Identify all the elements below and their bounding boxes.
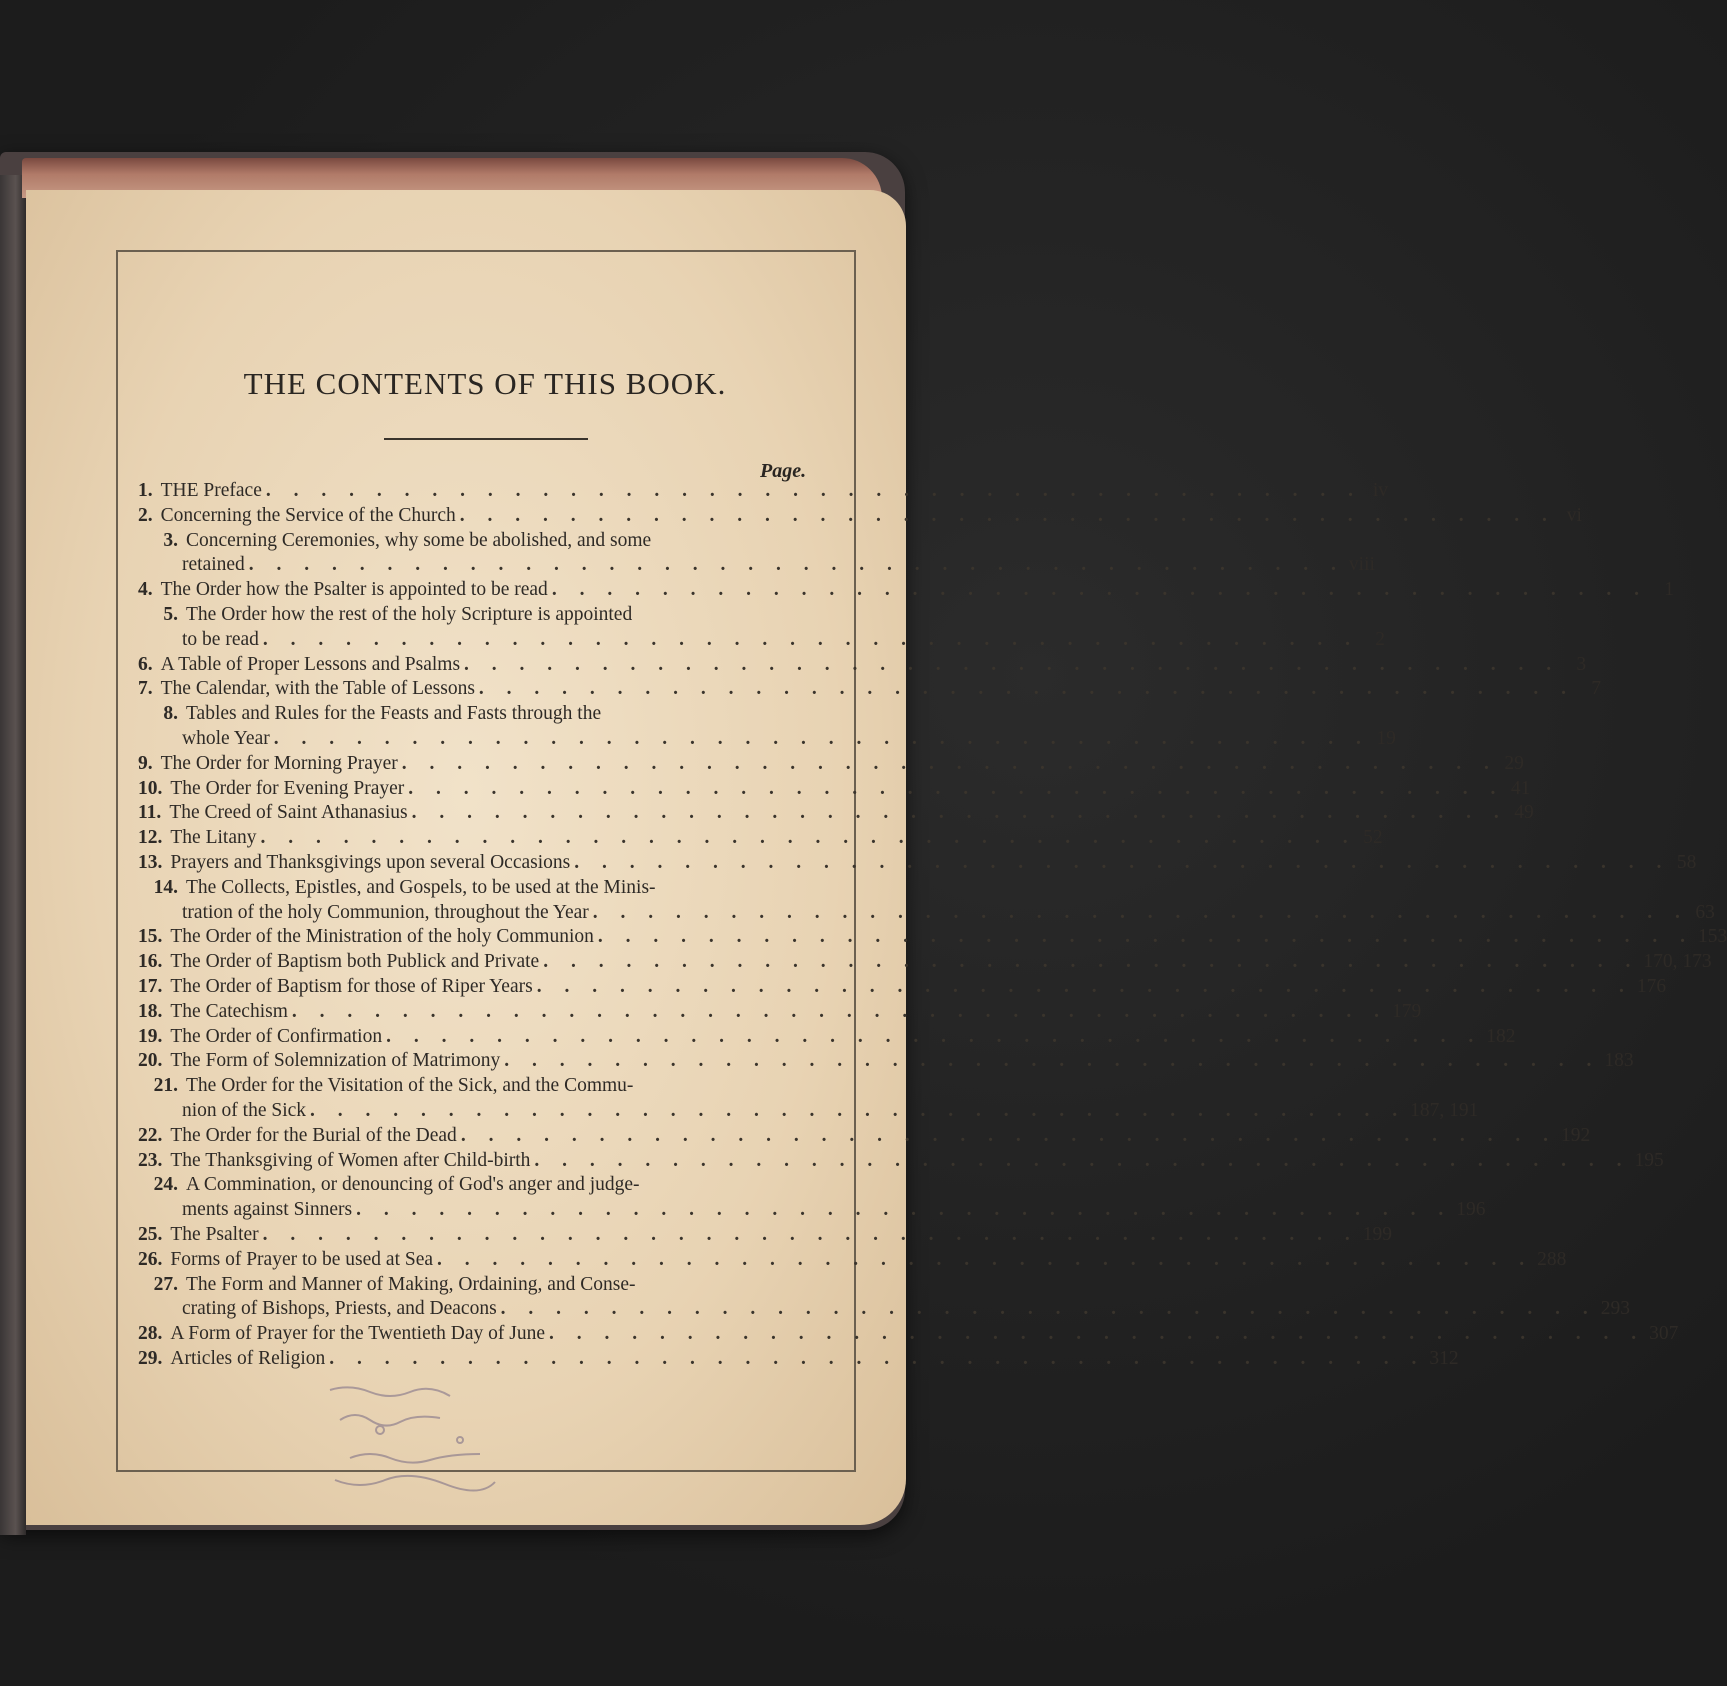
toc-entry-continuation: [138, 1298, 1631, 1324]
toc-entry: [138, 653, 1587, 680]
toc-entry-page: 176: [1636, 976, 1667, 997]
toc-entry-page: iv: [1372, 480, 1388, 501]
toc-entry-continuation: [138, 1100, 1479, 1126]
toc-entry-continuation: [138, 1199, 1486, 1225]
page-title: THE CONTENTS OF THIS BOOK.: [243, 366, 727, 401]
toc-entry: [138, 752, 1524, 779]
toc-entry: [138, 703, 828, 729]
dot-leader: . . . . . . . . . . . . . . . . . . . . . . . . . . . . . . . . . . . . . . . .: [478, 678, 1576, 700]
dot-leader: . . . . . . . . . . . . . . . . . . . . . . . . . . . . . . . . . . . . . . . .: [248, 554, 1345, 576]
toc-entry-number: 18.: [138, 1000, 163, 1022]
toc-entry-title: The Calendar, with the Table of Lessons: [160, 678, 475, 700]
toc-entry-number: 21.: [153, 1075, 178, 1097]
toc-entry-title: The Order of Confirmation: [170, 1025, 383, 1047]
toc-entry: [138, 1174, 828, 1200]
toc-entry-page: 199: [1362, 1224, 1393, 1245]
toc-entry: [138, 926, 1727, 952]
toc-entry-page: 187, 191: [1410, 1100, 1479, 1121]
dot-leader: . . . . . . . . . . . . . . . . . . . . . . . . . . . . . . . . . . . . . . . .: [500, 1298, 1597, 1320]
toc-entry-title: The Catechism: [170, 1000, 288, 1022]
ink-stamp: [320, 1380, 550, 1500]
toc-entry-title: THE Preface: [160, 480, 262, 501]
toc-entry: [138, 504, 1582, 531]
toc-entry-number: 14.: [153, 876, 178, 898]
dot-leader: . . . . . . . . . . . . . . . . . . . . . . . . . . . . . . . . . . . . . . . .: [386, 1025, 1483, 1047]
dot-leader: . . . . . . . . . . . . . . . . . . . . . . . . . . . . . . . . . . . . . . . .: [460, 1124, 1557, 1146]
dot-leader: . . . . . . . . . . . . . . . . . . . . . . . . . . . . . . . . . . . . . . . .: [437, 1248, 1534, 1270]
dot-leader: . . . . . . . . . . . . . . . . . . . . . . . . . . . . . . . . . . . . . . . .: [310, 1100, 1407, 1121]
toc-entry-number: 29.: [138, 1348, 163, 1369]
dot-leader: . . . . . . . . . . . . . . . . . . . . . . . . . . . . . . . . . . . . . . . .: [464, 653, 1561, 675]
dot-leader: . . . . . . . . . . . . . . . . . . . . . . . . . . . . . . . . . . . . . . . .: [459, 504, 1556, 526]
toc-entry-title: The Thanksgiving of Women after Child-birth: [170, 1149, 531, 1171]
dot-leader: . . . . . . . . . . . . . . . . . . . . . . . . . . . . . . . . . . . . . . . .: [401, 752, 1498, 774]
toc-entry: [138, 877, 828, 903]
toc-entry-number: 19.: [138, 1025, 163, 1047]
toc-entry-number: 9.: [138, 752, 153, 774]
toc-entry: [138, 1000, 1422, 1027]
toc-entry-number: 20.: [138, 1050, 163, 1072]
dot-leader: . . . . . . . . . . . . . . . . . . . . . . . . . . . . . . . . . . . . . . . .: [551, 579, 1648, 601]
dot-leader: . . . . . . . . . . . . . . . . . . . . . . . . . . . . . . . . . . . . . . . .: [265, 480, 1362, 501]
toc-entry: [138, 579, 1674, 605]
toc-entry-title: The Litany: [170, 827, 257, 849]
toc-entry-title-continued: crating of Bishops, Priests, and Deacons: [182, 1298, 497, 1320]
toc-entry: [138, 951, 1712, 977]
toc-entry-number: 11.: [138, 802, 162, 824]
dot-leader: . . . . . . . . . . . . . . . . . . . . . . . . . . . . . . . . . . . . . . . .: [549, 1323, 1646, 1345]
toc-entry-title: The Order how the Psalter is appointed to be read: [160, 579, 548, 601]
toc-entry-page: 196: [1456, 1199, 1486, 1221]
toc-entry: [138, 1075, 828, 1101]
toc-entry-title: Prayers and Thanksgivings upon several Occasions: [170, 852, 571, 873]
toc-entry: [138, 827, 1383, 853]
toc-entry-continuation: [138, 554, 1375, 580]
toc-entry-page: 41: [1510, 777, 1531, 799]
toc-entry-title-continued: tration of the holy Communion, throughout the Year: [182, 901, 589, 923]
dot-leader: . . . . . . . . . . . . . . . . . . . . . . . . . . . . . . . . . . . . . . . .: [536, 976, 1633, 997]
toc-entry-page: 192: [1560, 1124, 1591, 1146]
toc-entry-title: Concerning Ceremonies, why some be abolished, and some: [186, 529, 652, 551]
toc-entry-page: 183: [1604, 1050, 1634, 1072]
toc-entry-page: 179: [1392, 1000, 1422, 1022]
toc-entry-page: 170, 173: [1643, 951, 1712, 973]
toc-entry-number: 25.: [138, 1224, 163, 1245]
toc-entry-page: 293: [1600, 1298, 1631, 1320]
toc-entry-page: vi: [1566, 504, 1582, 526]
dot-leader: . . . . . . . . . . . . . . . . . . . . . . . . . . . . . . . . . . . . . . . .: [592, 901, 1689, 923]
toc-entry-title: Forms of Prayer to be used at Sea: [170, 1248, 434, 1270]
toc-entry-number: 17.: [138, 976, 163, 997]
toc-entry-page: 58: [1676, 852, 1697, 873]
toc-entry-page: viii: [1348, 554, 1375, 576]
toc-entry-title: The Order of the Ministration of the holy Communion: [170, 926, 594, 948]
toc-entry: [138, 777, 1531, 804]
toc-entry-number: 1.: [138, 480, 153, 501]
toc-entry: [138, 480, 1388, 506]
title-rule: [384, 438, 588, 440]
toc-entry-number: 22.: [138, 1124, 163, 1146]
toc-entry-number: 26.: [138, 1248, 163, 1270]
dot-leader: . . . . . . . . . . . . . . . . . . . . . . . . . . . . . . . . . . . . . . . .: [291, 1000, 1389, 1022]
toc-entry-title: The Order for the Visitation of the Sick, and the Commu-: [186, 1075, 634, 1097]
dot-leader: . . . . . . . . . . . . . . . . . . . . . . . . . . . . . . . . . . . . . . . .: [543, 951, 1640, 973]
toc-entry: [138, 802, 1534, 828]
toc-entry-number: 10.: [138, 777, 163, 799]
toc-entry-continuation: [138, 628, 1386, 655]
toc-entry-title: The Order for Morning Prayer: [160, 752, 398, 774]
toc-entry-title-continued: whole Year: [182, 728, 270, 749]
dot-leader: . . . . . . . . . . . . . . . . . . . . . . . . . . . . . . . . . . . . . . . .: [411, 802, 1508, 824]
toc-entry-title: A Table of Proper Lessons and Psalms: [160, 653, 461, 675]
dot-leader: . . . . . . . . . . . . . . . . . . . . . . . . . . . . . . . . . . . . . . . .: [574, 852, 1671, 873]
toc-entry-title: Tables and Rules for the Feasts and Fasts through the: [186, 703, 602, 725]
toc-entry-title: The Form and Manner of Making, Ordaining, and Conse-: [186, 1273, 636, 1295]
toc-entry-title-continued: to be read: [182, 628, 259, 650]
toc-entry: [138, 678, 1602, 704]
toc-entry-title: The Form of Solemnization of Matrimony: [170, 1050, 501, 1072]
toc-entry: [138, 1149, 1664, 1176]
toc-entry-title: Articles of Religion: [170, 1348, 326, 1369]
toc-entry-title-continued: retained: [182, 554, 245, 576]
toc-entry-title: The Order for Evening Prayer: [170, 777, 405, 799]
toc-entry-number: 3.: [163, 529, 178, 551]
toc-entry-page: 1: [1664, 579, 1674, 601]
toc-entry-page: 49: [1514, 802, 1534, 824]
toc-entry-page: 307: [1649, 1323, 1679, 1345]
dot-leader: . . . . . . . . . . . . . . . . . . . . . . . . . . . . . . . . . . . . . . . .: [504, 1050, 1601, 1072]
toc-entry-page: 19: [1376, 728, 1396, 749]
toc-entry-page: 2: [1375, 628, 1386, 650]
toc-entry-number: 2.: [138, 504, 153, 526]
toc-entry-title: The Psalter: [170, 1224, 259, 1245]
toc-entry-title: The Order for the Burial of the Dead: [170, 1124, 457, 1146]
toc-entry-page: 195: [1634, 1149, 1664, 1171]
toc-entry: [138, 1050, 1634, 1076]
toc-entry-continuation: [138, 728, 1396, 754]
dot-leader: . . . . . . . . . . . . . . . . . . . . . . . . . . . . . . . . . . . . . . . .: [597, 926, 1695, 948]
dot-leader: . . . . . . . . . . . . . . . . . . . . . . . . . . . . . . . . . . . . . . . .: [260, 827, 1357, 849]
toc-entry-page: 63: [1695, 901, 1715, 923]
toc-entry-number: 15.: [138, 926, 163, 948]
toc-entry: [138, 1274, 828, 1300]
toc-entry-number: 8.: [163, 703, 178, 725]
toc-entry: [138, 976, 1667, 1002]
toc-entry-title-continued: ments against Sinners: [182, 1199, 353, 1221]
toc-entry-title: The Order how the rest of the holy Scripture is appointed: [186, 604, 633, 625]
page-column-heading: Page.: [760, 460, 807, 482]
toc-entry-title: The Order of Baptism for those of Riper Years: [170, 976, 533, 997]
toc-entry-number: 28.: [138, 1323, 163, 1345]
dot-leader: . . . . . . . . . . . . . . . . . . . . . . . . . . . . . . . . . . . . . . . .: [262, 1224, 1359, 1245]
toc-entry-title: The Collects, Epistles, and Gospels, to be used at the Minis-: [186, 876, 656, 898]
toc-entry-page: 182: [1486, 1025, 1516, 1047]
dot-leader: . . . . . . . . . . . . . . . . . . . . . . . . . . . . . . . . . . . . . . . .: [273, 728, 1370, 749]
toc-entry-number: 24.: [153, 1174, 178, 1196]
toc-entry-title: The Order of Baptism both Publick and Private: [170, 951, 540, 973]
book-spine: [0, 175, 26, 1535]
toc-entry: [138, 1124, 1591, 1151]
toc-entry-number: 13.: [138, 852, 163, 873]
toc-entry: [138, 604, 828, 630]
dot-leader: . . . . . . . . . . . . . . . . . . . . . . . . . . . . . . . . . . . . . . . .: [356, 1199, 1453, 1221]
toc-entry-page: 29: [1504, 752, 1524, 774]
toc-entry: [138, 1248, 1567, 1275]
toc-entry: [138, 1323, 1679, 1349]
toc-entry-number: 6.: [138, 653, 153, 675]
toc-entry: [138, 1224, 1393, 1250]
toc-entry: [138, 530, 828, 556]
toc-entry: [138, 852, 1697, 878]
toc-entry-number: 12.: [138, 827, 163, 849]
dot-leader: . . . . . . . . . . . . . . . . . . . . . . . . . . . . . . . . . . . . . . . .: [534, 1149, 1631, 1171]
toc-entry-number: 23.: [138, 1149, 163, 1171]
toc-entry: [138, 1025, 1516, 1052]
toc-entry-title: A Form of Prayer for the Twentieth Day of June: [170, 1323, 546, 1345]
toc-entry-continuation: [138, 901, 1715, 928]
toc-entry-title: The Creed of Saint Athanasius: [169, 802, 408, 824]
toc-entry-number: 7.: [138, 678, 153, 700]
toc-entry-number: 16.: [138, 951, 163, 973]
toc-entry-page: 3: [1576, 653, 1587, 675]
toc-entry-number: 5.: [163, 604, 178, 625]
toc-entry-number: 4.: [138, 579, 153, 601]
dot-leader: . . . . . . . . . . . . . . . . . . . . . . . . . . . . . . . . . . . . . . . .: [408, 777, 1505, 799]
toc-entry: [138, 1348, 1459, 1374]
toc-entry-number: 27.: [153, 1273, 178, 1295]
dot-leader: . . . . . . . . . . . . . . . . . . . . . . . . . . . . . . . . . . . . . . . .: [262, 628, 1360, 650]
toc-entry-page: 7: [1591, 678, 1602, 700]
toc-entry-page: 52: [1363, 827, 1383, 849]
toc-entry-title: Concerning the Service of the Church: [160, 504, 456, 526]
toc-entry-title-continued: nion of the Sick: [182, 1100, 307, 1121]
toc-entry-page: 288: [1537, 1248, 1567, 1270]
toc-entry-page: 153: [1698, 926, 1727, 948]
dot-leader: . . . . . . . . . . . . . . . . . . . . . . . . . . . . . . . . . . . . . . . .: [329, 1348, 1426, 1369]
toc-entry-title: A Commination, or denouncing of God's anger and judge-: [186, 1174, 640, 1196]
toc-entry-page: 312: [1429, 1348, 1459, 1369]
